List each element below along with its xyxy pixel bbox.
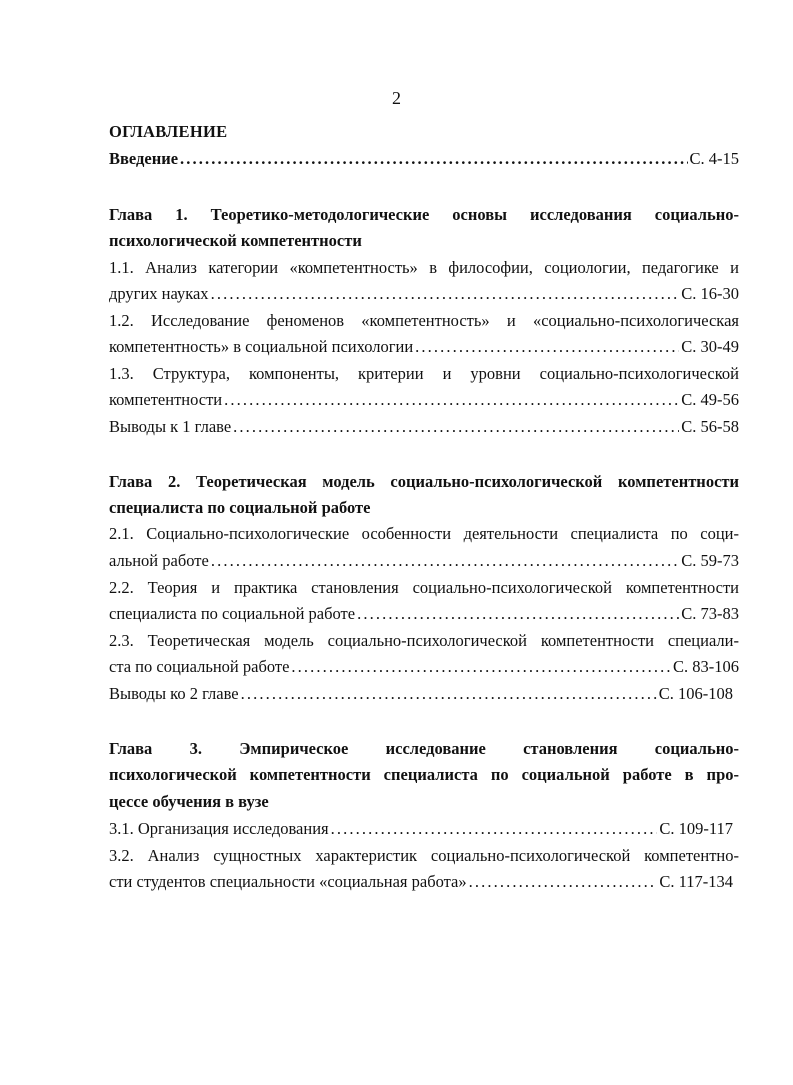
- toc-entry-label: 3.1. Организация исследования: [109, 819, 329, 838]
- section-1-3-line2[interactable]: [109, 387, 739, 413]
- section-2-1-line1[interactable]: 2.1. Социально-психологические особенности деятельности специалиста по соци-: [109, 524, 739, 543]
- toc-entry-pages: С. 73-83: [681, 604, 739, 623]
- chapter2-heading-line2[interactable]: специалиста по социальной работе: [109, 498, 371, 517]
- toc-entry-pages: С. 106-108: [658, 684, 733, 703]
- toc-entry-label: Введение: [109, 149, 179, 168]
- toc-entry-label: ста по социальной работе: [109, 657, 290, 676]
- dot-leader: [211, 281, 680, 307]
- toc-entry-label: Выводы к 1 главе: [109, 417, 232, 436]
- toc-entry-label: альной работе: [109, 551, 209, 570]
- chapter3-heading-line2[interactable]: психологической компетентности специалиста по социальной работе в про-: [109, 765, 739, 784]
- section-1-1-line2[interactable]: [109, 281, 739, 307]
- page-number: 2: [392, 88, 401, 108]
- toc-entry-pages: С. 30-49: [681, 337, 739, 356]
- section-2-2-line2[interactable]: [109, 601, 739, 627]
- chapter3-heading-line1[interactable]: Глава 3. Эмпирическое исследование становления социально-: [109, 739, 739, 758]
- toc-entry-intro[interactable]: [109, 146, 739, 172]
- section-2-3-line2[interactable]: [109, 654, 739, 680]
- toc-entry-label: Выводы ко 2 главе: [109, 684, 239, 703]
- dot-leader: [233, 414, 679, 440]
- dot-leader: [224, 387, 679, 413]
- section-2-2-line1[interactable]: 2.2. Теория и практика становления социально-психологической компетентности: [109, 578, 739, 597]
- toc-entry-pages: С. 56-58: [681, 417, 739, 436]
- section-1-3-line1[interactable]: 1.3. Структура, компоненты, критерии и уровни социально-психологической: [109, 364, 739, 383]
- section-3-1[interactable]: [109, 816, 733, 842]
- toc-entry-label: компетентность» в социальной психологии: [109, 337, 414, 356]
- section-1-1-line1[interactable]: 1.1. Анализ категории «компетентность» в философии, социологии, педагогике и: [109, 258, 739, 277]
- section-2-1-line2[interactable]: [109, 548, 739, 574]
- dot-leader: [331, 816, 658, 842]
- dot-leader: [291, 654, 671, 680]
- chapter2-heading-line1[interactable]: Глава 2. Теоретическая модель социально-психологической компетентности: [109, 472, 739, 491]
- dot-leader: [241, 681, 657, 707]
- toc-entry-label: сти студентов специальности «социальная работа»: [109, 872, 467, 891]
- section-1-2-line2[interactable]: [109, 334, 739, 360]
- chapter1-conclusions[interactable]: [109, 414, 739, 440]
- toc-entry-pages: С. 49-56: [681, 390, 739, 409]
- toc-entry-pages: С. 83-106: [673, 657, 739, 676]
- chapter3-heading-line3[interactable]: цессе обучения в вузе: [109, 792, 269, 811]
- dot-leader: [469, 869, 658, 895]
- dot-leader: [415, 334, 679, 360]
- chapter1-heading-line2[interactable]: психологической компетентности: [109, 231, 362, 250]
- section-3-2-line2[interactable]: [109, 869, 733, 895]
- section-2-3-line1[interactable]: 2.3. Теоретическая модель социально-психологической компетентности специали-: [109, 631, 739, 650]
- section-3-2-line1[interactable]: 3.2. Анализ сущностных характеристик социально-психологической компетентно-: [109, 846, 739, 865]
- toc-entry-pages: С. 4-15: [689, 149, 739, 168]
- dot-leader: [357, 601, 679, 627]
- dot-leader: [211, 548, 679, 574]
- toc-entry-label: других науках: [109, 284, 209, 303]
- toc-entry-pages: С. 16-30: [681, 284, 739, 303]
- toc-entry-pages: С. 117-134: [659, 872, 733, 891]
- toc-entry-label: специалиста по социальной работе: [109, 604, 356, 623]
- chapter2-conclusions[interactable]: [109, 681, 733, 707]
- toc-entry-pages: С. 59-73: [681, 551, 739, 570]
- chapter1-heading-line1[interactable]: Глава 1. Теоретико-методологические основы исследования социально-: [109, 205, 739, 224]
- toc-title: ОГЛАВЛЕНИЕ: [109, 122, 228, 141]
- toc-entry-label: компетентности: [109, 390, 223, 409]
- dot-leader: [180, 146, 687, 172]
- toc-entry-pages: С. 109-117: [659, 819, 733, 838]
- section-1-2-line1[interactable]: 1.2. Исследование феноменов «компетентность» и «социально-психологическая: [109, 311, 739, 330]
